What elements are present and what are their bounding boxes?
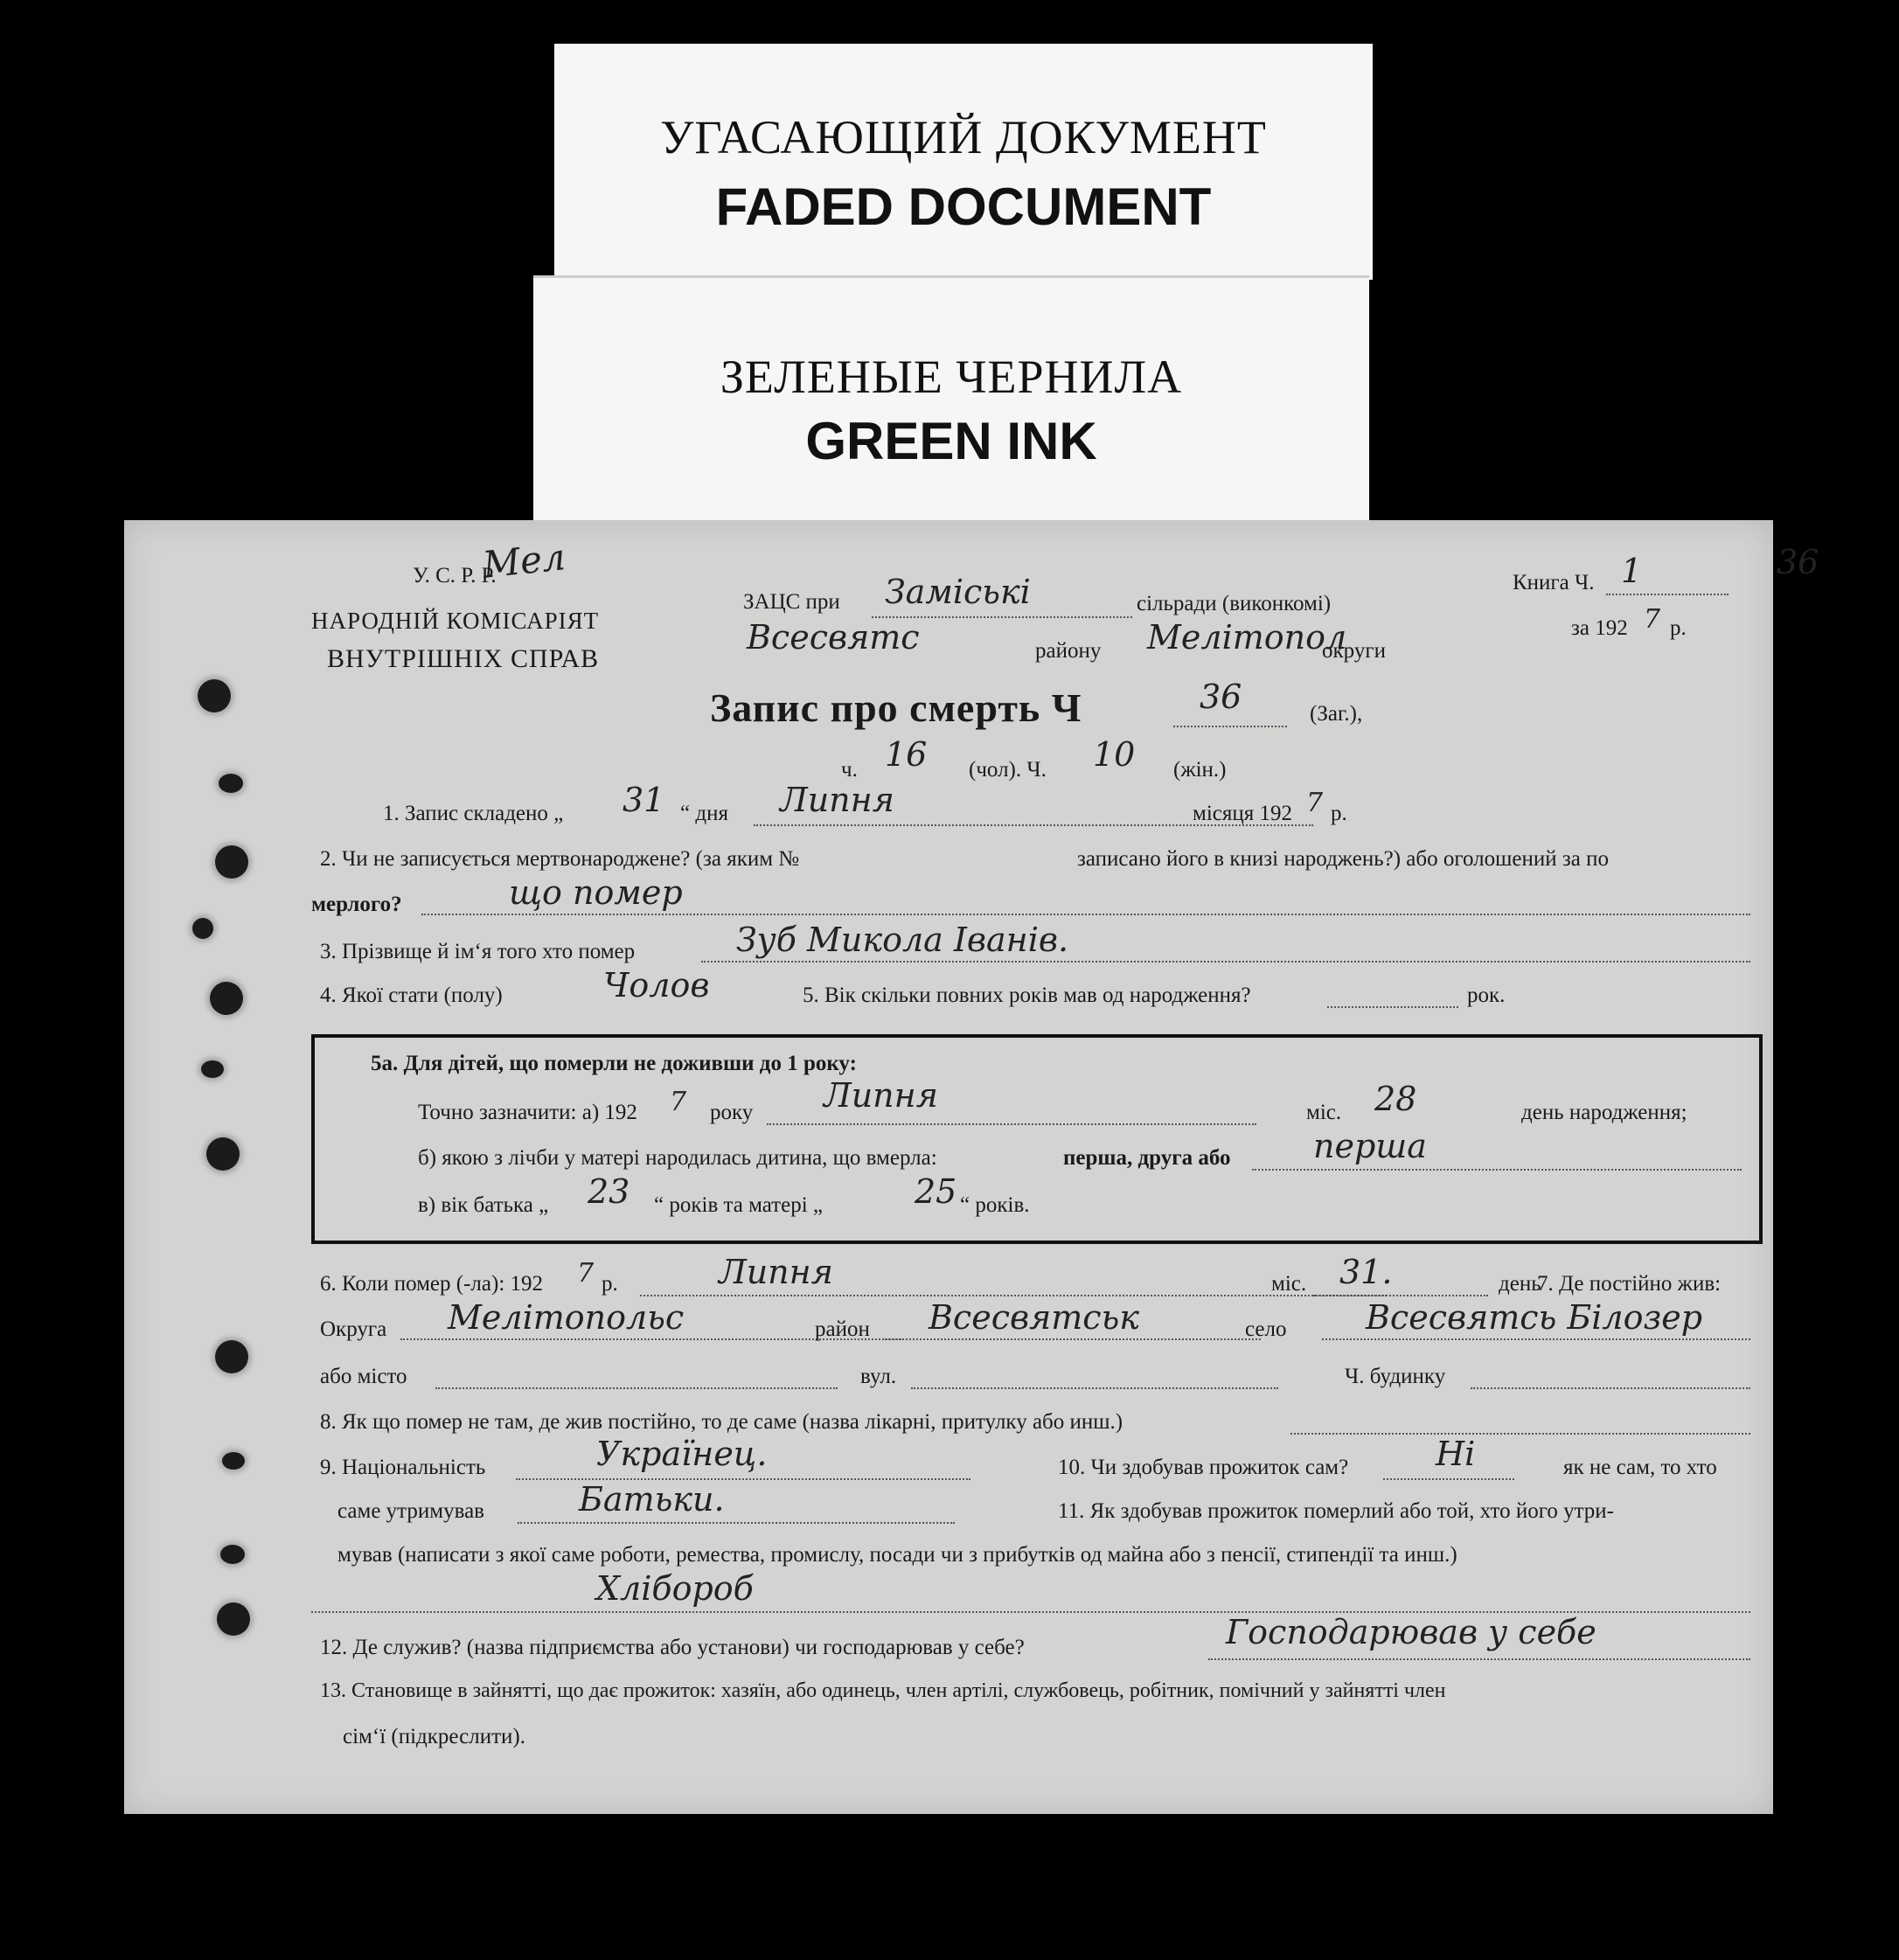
record-number: 36 bbox=[1200, 678, 1242, 716]
field11-label: 11. Як здобував прожиток померлий або той, хто його утри- bbox=[1058, 1499, 1615, 1523]
field5a-a-suffix: день народження; bbox=[1521, 1101, 1687, 1124]
faded-document-label-ru: УГАСАЮЩИЙ ДОКУМЕНТ bbox=[660, 111, 1267, 163]
field5a-c-suffix: “ років. bbox=[960, 1193, 1030, 1217]
field5a-c-label: в) вік батька „ bbox=[418, 1193, 549, 1217]
field1-day: 31 bbox=[623, 781, 665, 819]
punch-hole bbox=[210, 982, 243, 1015]
okruha-value: Мелітопол bbox=[1147, 618, 1347, 657]
field5a-a-label: Точно зазначити: а) 192 bbox=[418, 1101, 637, 1124]
year-suffix: р. bbox=[1670, 616, 1687, 640]
field5-suffix: рок. bbox=[1467, 983, 1506, 1007]
field1-year: 7 bbox=[1306, 788, 1324, 818]
field5a-a-mis: міс. bbox=[1306, 1101, 1342, 1124]
punch-hole bbox=[192, 918, 213, 939]
zags-prefix: ЗАЦС при bbox=[743, 590, 840, 614]
vul-line bbox=[911, 1387, 1278, 1389]
silrada-label: сільради (виконкомі) bbox=[1137, 592, 1332, 615]
green-ink-label-ru: ЗЕЛЕНЫЕ ЧЕРНИЛА bbox=[720, 351, 1183, 403]
field5a-c-mid: “ років та матері „ bbox=[654, 1193, 823, 1217]
book-value: 1 bbox=[1621, 552, 1643, 590]
green-ink-label bbox=[533, 275, 1369, 523]
field5a-c-father: 23 bbox=[588, 1172, 630, 1211]
book-line bbox=[1606, 594, 1729, 595]
field5a-b-label: б) якою з лічби у матері народилась дитина, що вмерла: bbox=[418, 1146, 937, 1170]
field4-value: Чолов bbox=[603, 966, 710, 1004]
selo-label: село bbox=[1245, 1317, 1287, 1341]
field2-line1b: записано його в книзі народжень?) або оголошений за по bbox=[1077, 847, 1609, 871]
female-label: (жін.) bbox=[1173, 758, 1227, 782]
field5a-c-mother: 25 bbox=[915, 1172, 957, 1211]
field5a-a-month: Липня bbox=[824, 1076, 938, 1115]
commissariat-line2: ВНУТРІШНІХ СПРАВ bbox=[327, 644, 600, 673]
punch-hole bbox=[222, 1452, 245, 1470]
top-stamp: Мел bbox=[480, 535, 567, 587]
selo-value: Всесвятсь Білозер bbox=[1366, 1298, 1703, 1337]
raion-value: Всесвятськ bbox=[929, 1298, 1139, 1337]
punch-hole bbox=[219, 774, 243, 793]
misto-label: або місто bbox=[320, 1365, 407, 1388]
misto-line bbox=[435, 1387, 838, 1389]
ch-label: ч. bbox=[841, 758, 858, 782]
field5-label: 5. Вік скільки повних років мав од народження? bbox=[803, 983, 1251, 1007]
year-prefix: за 192 bbox=[1571, 616, 1628, 640]
raion-value: Всесвятс bbox=[747, 618, 920, 657]
male-count: 16 bbox=[885, 735, 928, 774]
field6-day: 31. bbox=[1339, 1253, 1393, 1291]
raion-label: району bbox=[1035, 639, 1102, 663]
field1-month-label: місяця 192 bbox=[1193, 802, 1292, 825]
page-number: 36 bbox=[1777, 543, 1819, 581]
field2-line2: мерлого? bbox=[311, 893, 402, 916]
raion-label: район bbox=[815, 1317, 870, 1341]
commissariat-line1: НАРОДНІЙ КОМІСАРІЯТ bbox=[311, 608, 600, 634]
field5a-b-line bbox=[1252, 1169, 1742, 1171]
field1-suffix: р. bbox=[1331, 802, 1347, 825]
field13-line2: сім‘ї (підкреслити). bbox=[343, 1725, 525, 1748]
field10-value2: Батьки. bbox=[579, 1480, 725, 1519]
field10-value: Ні bbox=[1436, 1435, 1476, 1473]
field10-line2: саме утримував bbox=[337, 1499, 484, 1523]
okruha-value: Мелітопольс bbox=[448, 1298, 685, 1337]
vul-label: вул. bbox=[860, 1365, 897, 1388]
faded-document-label-en: FADED DOCUMENT bbox=[715, 177, 1212, 236]
punch-hole bbox=[215, 1340, 248, 1373]
male-label: (чол). Ч. bbox=[969, 758, 1047, 782]
punch-hole bbox=[206, 1137, 240, 1171]
punch-hole bbox=[217, 1602, 250, 1636]
punch-hole bbox=[198, 679, 231, 712]
field2-line1: 2. Чи не записується мертвонароджене? (за яким № bbox=[320, 847, 800, 871]
raion-line bbox=[885, 1338, 1261, 1340]
record-number-line bbox=[1173, 726, 1287, 727]
field5a-b-options: перша, друга або bbox=[1063, 1146, 1231, 1170]
field2-value: що помер bbox=[509, 873, 683, 912]
zags-value: Заміські bbox=[885, 573, 1031, 611]
field1-month: Липня bbox=[780, 781, 894, 819]
okruha-label: Округа bbox=[320, 1317, 387, 1341]
death-record-card bbox=[124, 520, 1819, 1814]
year-digit: 7 bbox=[1644, 604, 1661, 635]
field5-line bbox=[1327, 1006, 1458, 1008]
punch-hole bbox=[215, 845, 248, 879]
field6-label: 6. Коли помер (-ла): 192 bbox=[320, 1272, 544, 1296]
field10-label: 10. Чи здобував прожиток сам? bbox=[1058, 1456, 1349, 1479]
field5a-a-line bbox=[767, 1123, 1256, 1125]
field8-label: 8. Як що помер не там, де жив постійно, то де саме (назва лікарні, притулку або инш.) bbox=[320, 1410, 1123, 1434]
faded-document-label bbox=[554, 44, 1373, 280]
field4-label: 4. Якої стати (полу) bbox=[320, 983, 503, 1007]
punch-hole bbox=[201, 1060, 224, 1078]
field5a-a-roku: року bbox=[710, 1101, 754, 1124]
field13-line1: 13. Становище в зайнятті, що дає прожиток: хазяїн, або одинець, член артілі, службовець, робітник, помічний у зайнятті член bbox=[320, 1679, 1446, 1702]
field9-label: 9. Національність bbox=[320, 1456, 486, 1479]
record-title: Запис про смерть Ч bbox=[710, 685, 1082, 730]
field3-label: 3. Прізвище й ім‘я того хто помер bbox=[320, 940, 636, 963]
okruha-label: округи bbox=[1322, 639, 1386, 663]
field6-mis: міс. bbox=[1271, 1272, 1307, 1296]
field9-value: Українец. bbox=[596, 1435, 768, 1473]
field3-value: Зуб Микола Іванів. bbox=[736, 921, 1069, 959]
field12-value: Господарював у себе bbox=[1226, 1613, 1596, 1651]
field12-label: 12. Де служив? (назва підприємства або установи) чи господарював у себе? bbox=[320, 1636, 1025, 1659]
field1-label: 1. Запис складено „ bbox=[383, 802, 564, 825]
zag-label: (Заг.), bbox=[1310, 702, 1363, 726]
budynok-label: Ч. будинку bbox=[1345, 1365, 1446, 1388]
green-ink-label-en: GREEN INK bbox=[805, 412, 1097, 470]
field8-line bbox=[1290, 1433, 1750, 1435]
field11-value: Хлібороб bbox=[596, 1569, 754, 1608]
field2-line bbox=[421, 914, 1750, 915]
field1-day-label: “ дня bbox=[680, 802, 728, 825]
field5a-title: 5а. Для дітей, що померли не доживши до 1 року: bbox=[371, 1052, 857, 1075]
ussr-header: У. С. Р. Р. bbox=[413, 564, 497, 587]
field5a-a-year: 7 bbox=[670, 1087, 687, 1117]
field12-line bbox=[1208, 1658, 1750, 1660]
field5a-b-value: перша bbox=[1313, 1127, 1427, 1165]
field6-day-line bbox=[1313, 1295, 1488, 1296]
field5a-a-day: 28 bbox=[1374, 1080, 1417, 1118]
budynok-line bbox=[1471, 1387, 1750, 1389]
field6-month: Липня bbox=[719, 1253, 833, 1291]
selo-line bbox=[1322, 1338, 1750, 1340]
book-label: Книга Ч. bbox=[1513, 571, 1595, 594]
field3-line bbox=[701, 961, 1750, 963]
field10-line bbox=[1383, 1478, 1514, 1480]
field6-year: 7 bbox=[577, 1258, 595, 1289]
female-count: 10 bbox=[1093, 735, 1136, 774]
field10-line2-line bbox=[518, 1522, 955, 1524]
field6-r: р. bbox=[602, 1272, 618, 1296]
field10-suffix: як не сам, то хто bbox=[1563, 1456, 1717, 1479]
field6-den: день bbox=[1499, 1272, 1541, 1296]
field7-label: 7. Де постійно жив: bbox=[1537, 1272, 1722, 1296]
punch-hole bbox=[220, 1545, 245, 1564]
field11-line2: мував (написати з якої саме роботи, ремества, промислу, посади чи з прибутків од майна або з пенсії, стипендії та инш.) bbox=[337, 1543, 1457, 1567]
